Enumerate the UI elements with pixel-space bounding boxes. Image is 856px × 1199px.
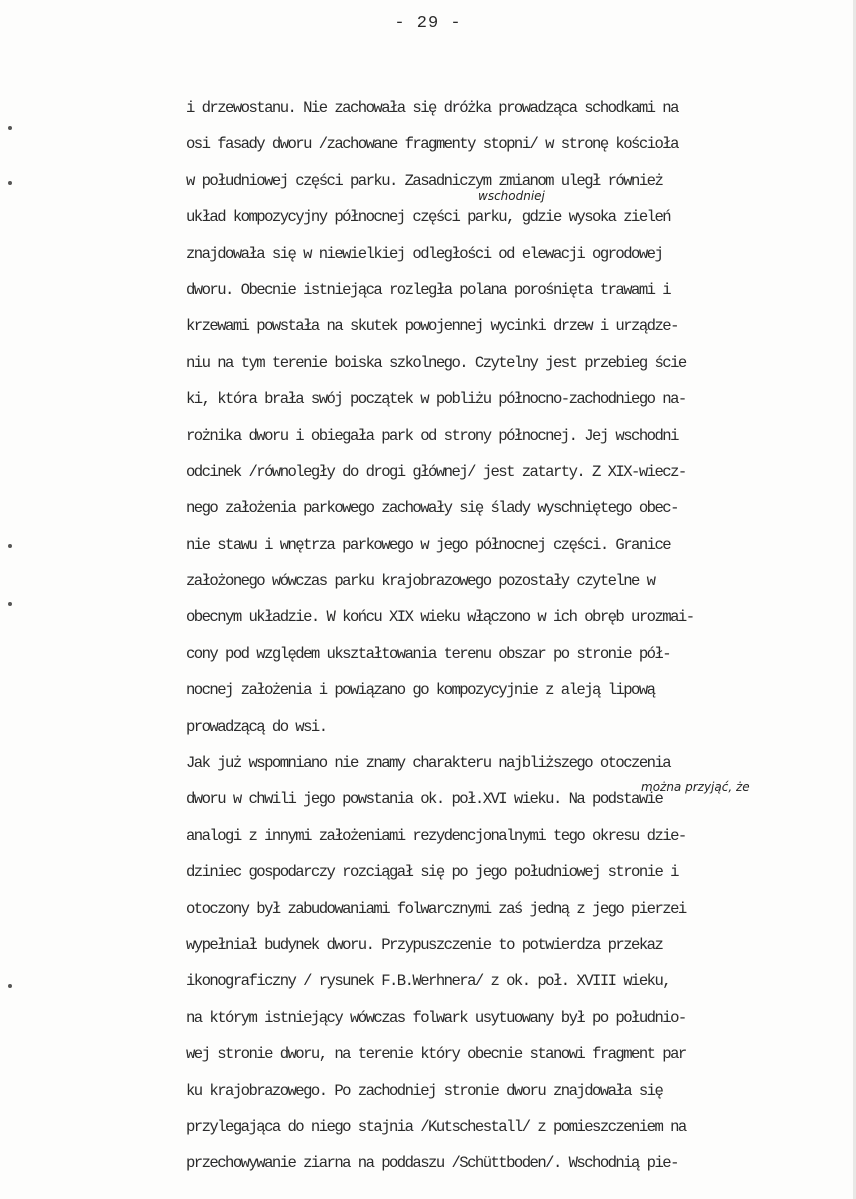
text-line: otoczony był zabudowaniami folwarcznymi zaś jedną z jego pierzei [186, 899, 686, 918]
body-text [186, 90, 856, 1182]
margin-mark [8, 602, 12, 606]
handwritten-note: można przyjąć, że [641, 780, 750, 794]
text-line: odcinek /równoległy do drogi głównej/ jest zatarty. Z XIX-wiecz- [186, 462, 686, 481]
text-line: przechowywanie ziarna na poddaszu /Schüttboden/. Wschodnią pie- [186, 1154, 678, 1173]
text-line: założonego wówczas parku krajobrazowego pozostały czytelne w [186, 572, 655, 591]
text-line: ikonograficzny / rysunek F.B.Werhnera/ z ok. poł. XVIII wieku, [186, 972, 671, 991]
text-line: obecnym układzie. W końcu XIX wieku włączono w ich obręb urozmai- [186, 608, 694, 627]
text-line: Jak już wspomniano nie znamy charakteru najbliższego otoczenia [186, 754, 671, 773]
text-line: nocnej założenia i powiązano go kompozycyjnie z aleją lipową [186, 681, 655, 700]
text-line: ku krajobrazowego. Po zachodniej stronie dworu znajdowała się [186, 1081, 663, 1100]
margin-mark [8, 181, 12, 185]
margin-mark [8, 126, 12, 130]
text-line: układ kompozycyjny północnej części parku, gdzie wysoka zieleń [186, 208, 671, 227]
text-line: dziniec gospodarczy rozciągał się po jego południowej stronie i [186, 863, 678, 882]
margin-mark [8, 544, 12, 548]
text-line: i drzewostanu. Nie zachowała się dróżka prowadząca schodkami na [186, 99, 678, 117]
text-line: rożnika dworu i obiegała park od strony północnej. Jej wschodni [186, 426, 678, 445]
text-line: osi fasady dworu /zachowane fragmenty stopni/ w stronę kościoła [186, 135, 678, 154]
text-line: w południowej części parku. Zasadniczym zmianom uległ również [186, 171, 663, 190]
text-line: cony pod względem ukształtowania terenu obszar po stronie pół- [186, 644, 671, 663]
text-line: ki, która brała swój początek w pobliżu północno-zachodniego na- [186, 390, 686, 409]
text-line: przylegająca do niego stajnia /Kutschestall/ z pomieszczeniem na [186, 1117, 686, 1136]
text-line: wypełniał budynek dworu. Przypuszczenie to potwierdza przekaz [186, 935, 663, 954]
text-line: znajdowała się w niewielkiej odległości od elewacji ogrodowej [186, 244, 663, 263]
text-line: na którym istniejący wówczas folwark usytuowany był po południo- [186, 1008, 686, 1027]
page-number: - 29 - [394, 14, 462, 33]
text-line: dworu w chwili jego powstania ok. poł.XVI wieku. Na podstawie [186, 790, 663, 809]
text-line: nie stawu i wnętrza parkowego w jego północnej części. Granice [186, 535, 671, 554]
handwritten-note: wschodniej [478, 189, 545, 203]
text-line: prowadzącą do wsi. [186, 717, 327, 736]
text-line: analogi z innymi założeniami rezydencjonalnymi tego okresu dzie- [186, 826, 686, 845]
margin-mark [8, 984, 12, 988]
text-line: nego założenia parkowego zachowały się ślady wyschniętego obec- [186, 499, 678, 518]
text-line: dworu. Obecnie istniejąca rozległa polana porośnięta trawami i [186, 280, 671, 299]
text-line: niu na tym terenie boiska szkolnego. Czytelny jest przebieg ście [186, 353, 686, 372]
text-line: wej stronie dworu, na terenie który obecnie stanowi fragment par [186, 1045, 686, 1064]
text-line: krzewami powstała na skutek powojennej wycinki drzew i urządze- [186, 317, 678, 336]
